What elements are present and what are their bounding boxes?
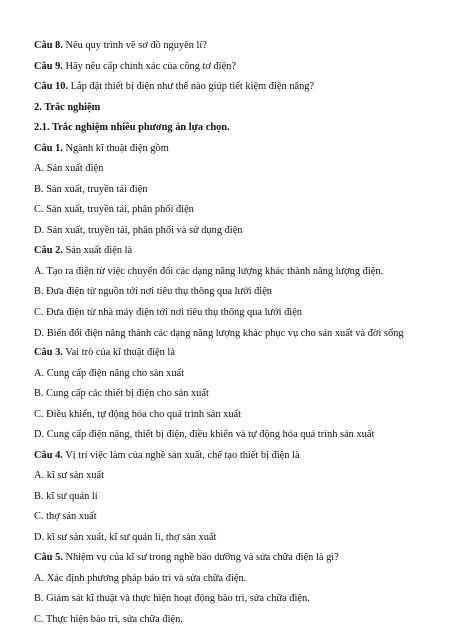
question-text: Vị trí việc làm của nghề sản xuất, chế tạo thiết bị điện là bbox=[62, 449, 300, 461]
question-2 bbox=[34, 241, 420, 262]
option: B. Sản xuất, truyền tải điện bbox=[34, 183, 148, 195]
option: B. Đưa điện từ nguồn tới nơi tiêu thụ thông qua lưới điện bbox=[34, 286, 272, 297]
option: C. Đưa điện từ nhà máy điện tới nơi tiêu thụ thông qua lưới điện bbox=[34, 306, 302, 318]
option: B. kĩ sư quản lí bbox=[34, 490, 98, 502]
option: C. Điều khiển, tự động hóa cho quá trình sản xuất bbox=[34, 408, 242, 420]
question-number: Câu 4. bbox=[34, 449, 63, 461]
question-number: Câu 1. bbox=[34, 142, 63, 154]
question-3 bbox=[34, 343, 420, 364]
option: D. Biến đổi điện năng thành các dạng năng lượng khác phục vụ cho sản xuất và đời sống bbox=[34, 328, 404, 339]
question-4 bbox=[34, 446, 420, 467]
option: B. Cung cấp các thiết bị điện cho sản xuất bbox=[34, 388, 209, 399]
section-heading: 2. Trắc nghiệm bbox=[34, 101, 101, 113]
question-text: Vai trò của kĩ thuật điện là bbox=[62, 347, 175, 358]
question-1 bbox=[34, 139, 420, 160]
option: D. kĩ sư sản xuất, kĩ sư quản lí, thợ sản xuất bbox=[34, 531, 217, 543]
question-number: Câu 9. bbox=[34, 60, 63, 72]
option: B. Giám sát kĩ thuật và thực hiện hoạt động bảo trì, sửa chữa điện. bbox=[34, 593, 310, 604]
option: D. Cung cấp điện năng, thiết bị điện, điều khiển và tự động hóa quá trình sản xuất bbox=[34, 429, 375, 440]
question-text: Hãy nêu cấp chính xác của công tơ điện? bbox=[62, 60, 236, 72]
option: A. Tạo ra điện từ việc chuyển đổi các dạng năng lượng khác thành năng lượng điện. bbox=[34, 265, 384, 277]
question-text: Ngành kĩ thuật điện gồm bbox=[62, 142, 169, 154]
option: A. Sản xuất điện bbox=[34, 163, 104, 174]
question-number: Câu 8. bbox=[34, 40, 63, 51]
option: A. Cung cấp điện năng cho sản xuất bbox=[34, 367, 185, 379]
question-8 bbox=[34, 36, 420, 57]
question-number: Câu 3. bbox=[34, 347, 63, 358]
question-text: Nhiệm vụ của kĩ sư trong nghề bảo dưỡng và sửa chữa điện là gì? bbox=[62, 552, 339, 563]
question-number: Câu 10. bbox=[34, 81, 69, 92]
question-text: Lắp đặt thiết bị điện như thế nào giúp tiết kiệm điện năng? bbox=[68, 81, 315, 92]
question-text: Nêu quy trình vẽ sơ đồ nguyên lí? bbox=[62, 40, 207, 51]
option: C. Thực hiện bảo trì, sửa chữa điện. bbox=[34, 613, 183, 625]
option: D. Sản xuất, truyền tải, phân phối và sử dụng điện bbox=[34, 224, 243, 236]
question-number: Câu 2. bbox=[34, 245, 63, 256]
option: C. Sản xuất, truyền tải, phân phối điện bbox=[34, 204, 194, 215]
question-9 bbox=[34, 57, 420, 78]
option: A. kĩ sư sản xuất bbox=[34, 470, 104, 481]
option: C. thợ sản xuất bbox=[34, 511, 97, 522]
question-10 bbox=[34, 77, 420, 98]
question-5 bbox=[34, 548, 420, 569]
question-number: Câu 5. bbox=[34, 552, 63, 563]
subsection-heading: 2.1. Trắc nghiệm nhiều phương án lựa chọn. bbox=[34, 122, 230, 133]
option: A. Xác định phương pháp bảo trì và sửa chữa điện. bbox=[34, 572, 247, 584]
question-text: Sản xuất điện là bbox=[62, 245, 133, 256]
